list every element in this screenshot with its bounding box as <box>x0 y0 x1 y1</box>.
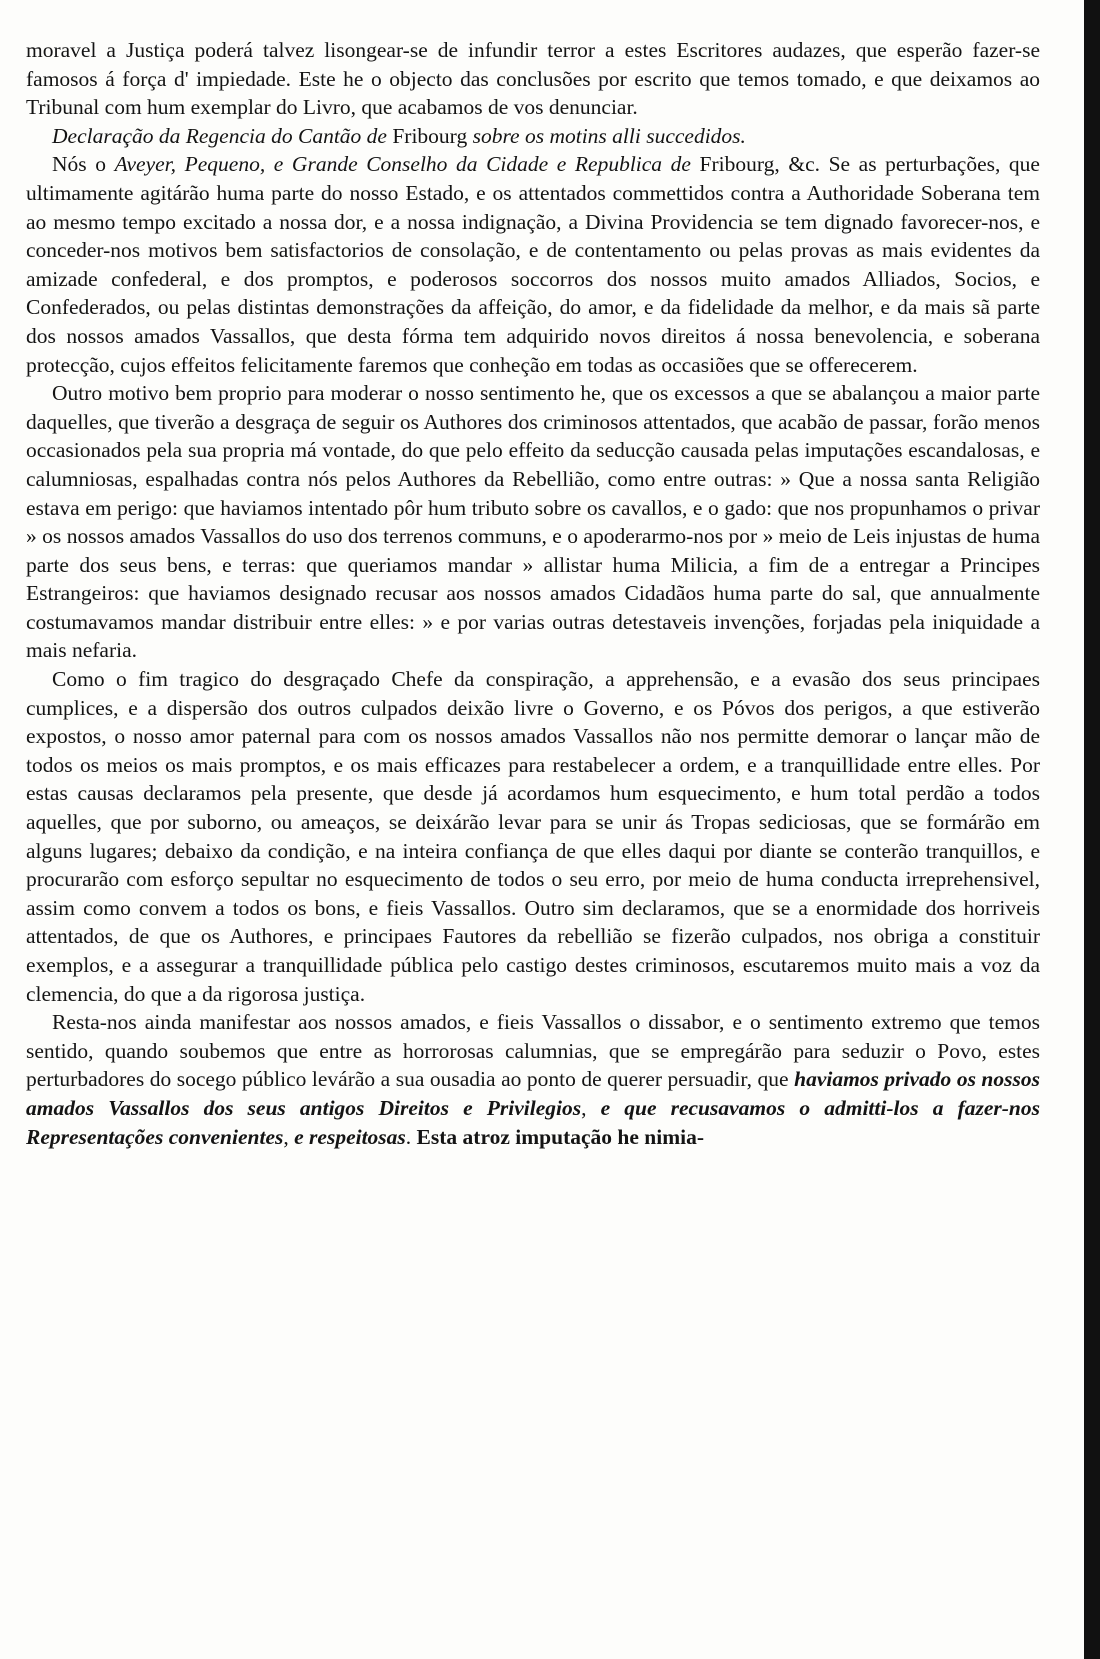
text-run-italic: Aveyer, Pequeno, e Grande Conselho da Cidade e Republica de <box>114 152 691 177</box>
document-text <box>26 36 1040 1151</box>
text-run-bold-italic: haviamos privado os nossos amados Vassallos dos seus antigos Direitos e Privilegios <box>26 1067 1040 1120</box>
text-run: Nós o <box>52 152 115 177</box>
text-run: Como o fim tragico do desgraçado Chefe da conspiração, a apprehensão, e a evasão dos seus principaes cumplices, e a dispersão dos outros culpados deixão livre o Governo, e os Póvos dos perigos, a que estiverão expostos, o nosso amor paternal para com os nossos amados Vassallos não nos permitte demorar o lançar mão de todos os meios os mais promptos, e os mais efficazes para restabelecer a ordem, e a tranquillidade entre elles. Por estas causas declaramos pela presente, que desde já acordamos hum esquecimento, e hum total perdão a todos aquelles, que por suborno, ou ameaços, se deixárão levar para se unir ás Tropas sediciosas, que se formárão em alguns lugares; debaixo da condição, e na inteira confiança de que elles daqui por diante se conterão tranquillos, e procurarão com esforço sepultar no esquecimento de todos o seu erro, por meio de huma conducta irreprehensivel, assim como convem a todos os bons, e fieis Vassallos. Outro sim declaramos, que se a enormidade dos horriveis attentados, de que os Authores, e principaes Fautores da rebellião se fizerão culpados, nos obriga a constituir exemplos, e a assegurar a tranquillidade pública pelo castigo destes criminosos, escutaremos muito mais a voz da clemencia, do que a da rigorosa justiça. <box>26 667 1040 1006</box>
section-heading <box>26 122 1040 151</box>
text-run: Resta-nos ainda manifestar aos nossos amados, e fieis Vassallos o dissabor, e o sentimento extremo que temos sentido, quando soubemos que entre as horrorosas calumnias, que se empregárão para seduzir o Povo, estes perturbadores do socego público levárão a sua ousadia ao ponto de querer persuadir, que <box>26 1010 1040 1092</box>
text-run: , <box>581 1095 601 1120</box>
text-run: , <box>283 1124 295 1149</box>
paragraph-calumnies <box>26 1008 1040 1151</box>
paragraph-declaration-opening <box>26 150 1040 379</box>
text-run: , &c. Se as perturbações, que ultimamente agitárão huma parte do nosso Estado, e os attentados commettidos contra a Authoridade Soberana tem ao mesmo tempo excitado a nossa dor, e a nossa indignação, a Divina Providencia se tem dignado favorecer-nos, e conceder-nos motivos bem satisfactorios de consolação, e de contentamento ou pelas provas as mais evidentes da amizade confederal, e dos promptos, e poderosos soccorros dos nossos muito amados Alliados, Socios, e Confederados, ou pelas distintas demonstrações da affeição, do amor, e da fidelidade da melhor, e da mais sã parte dos nossos amados Vassallos, que desta fórma tem adquirido novos direitos á nossa benevolencia, e soberana protecção, cujos effeitos felicitamente faremos que conheção em todas as occasiões que se offerecerem. <box>26 152 1040 377</box>
text-run-bold-italic: e que recusavamos o admitti-los a fazer-nos Representações convenientes <box>26 1095 1040 1149</box>
text-run: Outro motivo bem proprio para moderar o nosso sentimento he, que os excessos a que se abalançou a maior parte daquelles, que tiverão a desgraça de seguir os Authores dos criminosos attentados, que acabão de passar, forão menos occasionados pela sua propria má vontade, do que pelo effeito da seducção causada pelas imputações escandalosas, e calumniosas, espalhadas contra nós pelos Authores da Rebellião, como entre outras: » Que a nossa santa Religião estava em perigo: que haviamos intentado pôr hum tributo sobre os cavallos, e o gado: que nos propunhamos o privar » os nossos amados Vassallos do uso dos terrenos communs, e o apoderarmo-nos por » meio de Leis injustas de huma parte dos seus bens, e terras: que queriamos mandar » allistar huma Milicia, a fim de a entregar a Principes Estrangeiros: que haviamos designado recusar aos nossos amados Cidadãos huma parte do sal, que annualmente costumavamos mandar distribuir entre elles: » e por varias outras detestaveis invenções, forjadas pela iniquidade a mais nefaria. <box>26 381 1040 663</box>
heading-italic-2: sobre os motins alli succedidos. <box>467 123 746 148</box>
paragraph-seduction-motive <box>26 379 1040 665</box>
heading-place: Fribourg <box>392 123 468 148</box>
heading-italic-1: Declaração da Regencia do Cantão de <box>52 123 393 148</box>
paragraph-denunciation-end <box>26 36 1040 122</box>
text-run-bold-italic: e respeitosas <box>294 1124 406 1149</box>
paragraph-pardon <box>26 665 1040 1008</box>
text-run: . <box>405 1124 417 1149</box>
page-edge-shadow <box>1084 0 1100 1659</box>
text-run: Fribourg <box>690 152 775 177</box>
text-run-bold: Esta atroz imputação he nimia- <box>416 1124 704 1149</box>
text-run: moravel a Justiça poderá talvez lisongear-se de infundir terror a estes Escritores audazes, que esperão fazer-se famosos á força d' impiedade. Este he o objecto das conclusões por escrito que temos tomado, e que deixamos ao Tribunal com hum exemplar do Livro, que acabamos de vos denunciar. <box>26 38 1040 120</box>
